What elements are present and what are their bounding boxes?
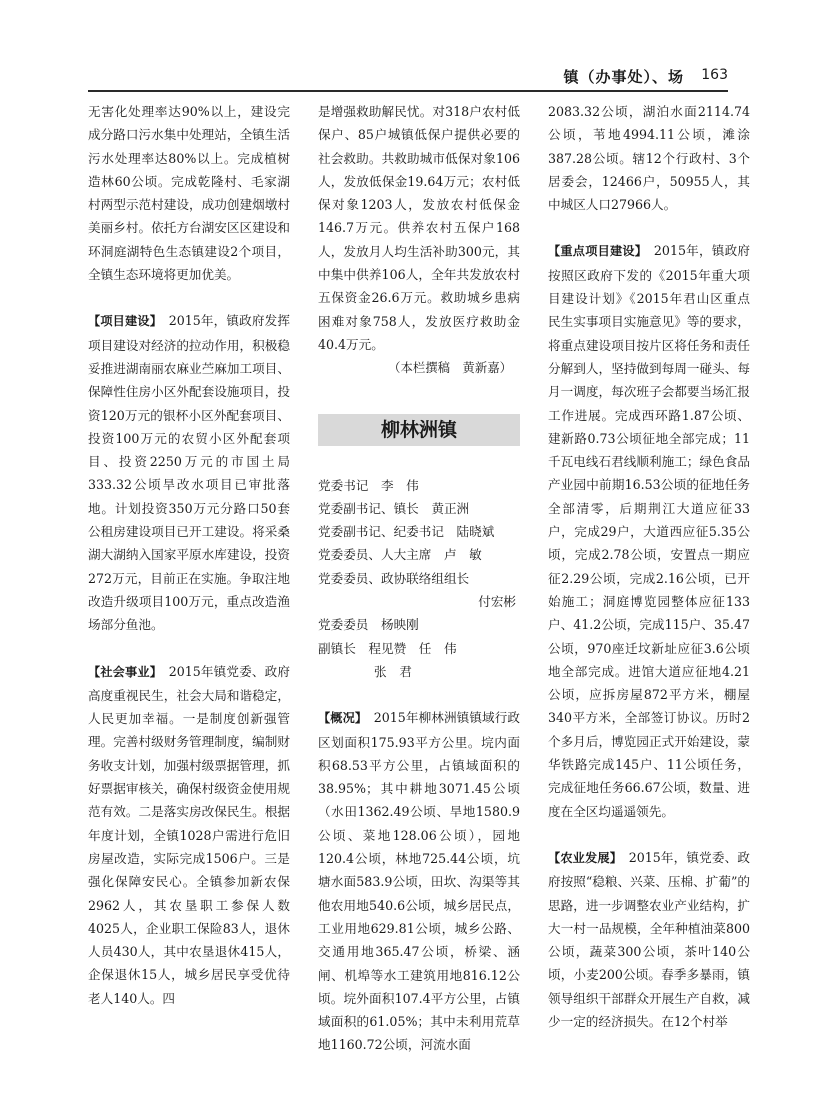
column-1: [88, 100, 290, 1010]
staff-entry: 副镇长 程见赞 任 伟: [318, 640, 457, 656]
staff-entry: 党委副书记、镇长 黄正洲: [318, 500, 470, 516]
staff-entry: 党委委员、人大主席 卢 敏: [318, 547, 482, 563]
paragraph-overview: [318, 706, 520, 1056]
staff-entry: 张 君: [374, 663, 412, 679]
staff-entry: 党委委员 杨映刚: [318, 617, 419, 633]
paragraph-key-projects: [548, 239, 750, 822]
page-header: [88, 64, 728, 92]
paragraph-text: 2015年柳林洲镇镇域行政区划面积175.93平方公里。垸内面积68.53平方公里，占镇域面积的38.95%；其中耕地3071.45公顷（水田1362.49公顷、旱地1580.9公顷、菜地128.06公顷），园地120.4公顷，林地725.44公顷，坑塘水面583.9公顷，田坎、沟渠等其他农用地540.6公顷，城乡居民点，工业用地629.81公顷，城乡公路、交通用地365.47公顷，桥梁、涵闸、机埠等水工建筑用地816.12公顷。垸外面积107.4平方公里，占镇域面积的61.05%；其中未利用荒草地1160.72公顷，河流水面: [318, 710, 521, 1053]
section-tag: 【社会事业】: [88, 664, 156, 679]
paragraph-social-assistance: 是增强救助解民忧。对318户农村低保户、85户城镇低保户提供必要的社会救助。共救助城市低保对象106人，发放低保金19.64万元；农村低保对象1203人，发放农村低保金146.7万元。供养农村五保户168人，发放月人均生活补助300元，其中集中供养106人，全年共发放农村五保资金26.6万元。救助城乡患病困难对象758人，发放医疗救助金40.4万元。: [318, 104, 520, 352]
paragraph-social-affairs: [88, 660, 290, 1010]
paragraph-agriculture: [548, 846, 750, 1033]
section-title: 柳林洲镇: [318, 414, 520, 446]
section-tag: 【农业发展】: [548, 850, 616, 865]
section-tag: 【项目建设】: [88, 314, 156, 329]
staff-entry: 党委委员、政协联络组组长: [318, 570, 470, 586]
staff-entry: 付宏彬: [478, 594, 516, 610]
staff-entry: 党委副书记、纪委书记 陆晓斌: [318, 524, 495, 540]
paragraph-land-area: 2083.32公顷，湖泊水面2114.74公顷，苇地4994.11公顷，滩涂387.28公顷。辖12个行政村、3个居委会，12466户，50955人，其中城区人口27966人。: [548, 104, 750, 213]
paragraph-text: 2015年，镇政府按照区政府下发的《2015年重大项目建设计划》《2015年君山区重点民生实事项目实施意见》等的要求，将重点建设项目按片区将任务和责任分解到人，坚持做到每周一碰头、每月一调度，每次班子会都要当场汇报工作进展。完成西环路1.87公顷、建新路0.73公顷征地全部完成；11千瓦电线石君线顺利施工；绿色食品产业园中前期16.53公顷的征地任务全部清零，后期荆江大道应征33户，完成29户，大道西应征5.35公顷，完成2.78公顷，安置点一期应征2.29公顷，完成2.16公顷，已开始施工；洞庭博览园整体应征133户、41.2公顷，完成115户、35.47公顷，970座迁坟新址应征3.6公顷地全部完成。进馆大道应征地4.21公顷，应拆房屋872平方米，棚屋340平方米，全部签订协议。历时2个多月后，博览园正式开始建设，蒙华铁路完成145户、11公顷任务，完成征地任务66.67公顷，数量、进度在全区均遥遥领先。: [548, 243, 751, 819]
paragraph-project-construction: [88, 309, 290, 636]
section-tag: 【重点项目建设】: [548, 244, 642, 259]
column-2: [318, 100, 520, 1057]
paragraph-text: 2015年镇党委、政府高度重视民生，社会大局和谐稳定，人民更加幸福。一是制度创新强管理。完善村级财务管理制度，编制财务收支计划，加强村级票据管理，抓好票据审核关，确保村级资金使用规范有效。二是落实房改保民生。根据年度计划，全镇1028户需进行危旧房屋改造，实际完成1506户。三是强化保障安民心。全镇参加新农保2962人，其农垦职工参保人数4025人，企业职工保险83人，退休人员430人，其中农垦退休415人，企保退休15人，城乡居民享受优待老人140人。四: [88, 663, 290, 1006]
paragraph-text: 2015年，镇党委、政府按照“稳粮、兴菜、压棉、扩葡”的思路，进一步调整农业产业结构，扩大一村一品规模，全年种植油菜800公顷，蔬菜300公顷，茶叶140公顷，小麦200公顷。春季多暴雨，镇领导组织干部群众开展生产自救，减少一定的经济损失。在12个村举: [548, 849, 750, 1029]
staff-list: [318, 474, 520, 684]
staff-entry: 党委书记 李 伟: [318, 477, 419, 493]
paragraph-environment: 无害化处理率达90%以上，建设完成分路口污水集中处理站，全镇生活污水处理率达80%以上。完成植树造林60公顷。完成乾隆村、毛家湖村两型示范村建设，成功创建烟墩村美丽乡村。依托方台湖安区区建设和环洞庭湖特色生态镇建设2个项目，全镇生态环境将更加优美。: [88, 104, 290, 283]
section-tag: 【概况】: [318, 711, 362, 726]
running-title: 镇（办事处）、场: [563, 68, 684, 86]
author-credit: （本栏撰稿 黄新嘉）: [388, 360, 512, 376]
paragraph-text: 2015年，镇政府发挥项目建设对经济的拉动作用，积极稳妥推进湖南丽农麻业苎麻加工项目、保障性住房小区外配套设施项目，投资120万元的银杯小区外配套项目、投资100万元的农贸小区外配套项目、投资2250万元的市国土局333.32公顷旱改水项目已审批落地。计划投资350万元分路口50套公租房建设项目已开工建设。将采桑湖大湖纳入国家平原水库建设，投资272万元，目前正在实施。争取注地改造升级项目100万元，重点改造渔场部分鱼池。: [88, 313, 290, 633]
column-3: [548, 100, 750, 1033]
page-number: 163: [701, 67, 728, 83]
